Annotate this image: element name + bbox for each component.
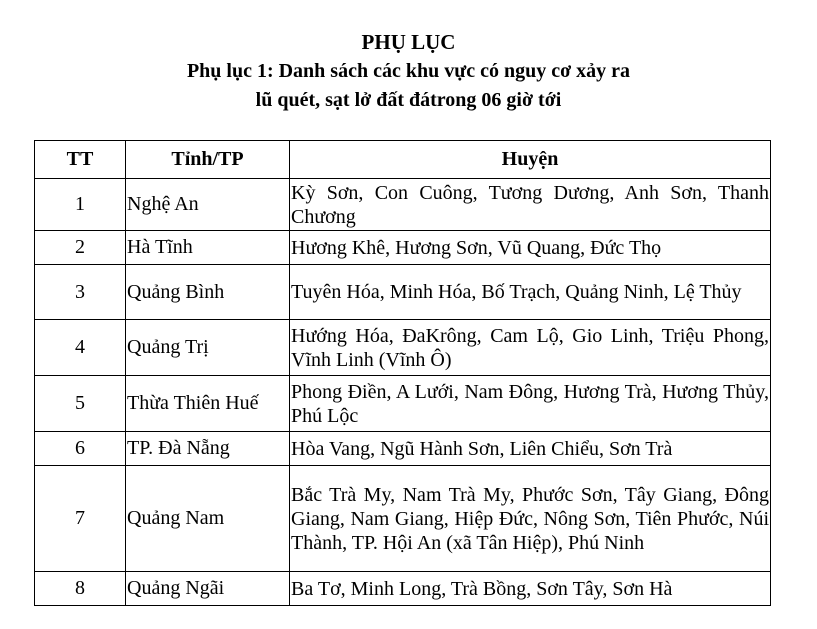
table-row [35, 179, 771, 231]
row-districts: Ba Tơ, Minh Long, Trà Bồng, Sơn Tây, Sơn Hà [290, 572, 771, 606]
table-row [35, 265, 771, 320]
table-row [35, 466, 771, 572]
header-row [35, 141, 771, 179]
row-districts: Kỳ Sơn, Con Cuông, Tương Dương, Anh Sơn, Thanh Chương [290, 179, 771, 231]
table-body [35, 179, 771, 606]
row-tt: 4 [35, 320, 126, 376]
row-province: Quảng Trị [126, 320, 290, 376]
table-header [35, 141, 771, 179]
table-row [35, 572, 771, 606]
row-province: Quảng Bình [126, 265, 290, 320]
header-district: Huyện [290, 141, 771, 179]
row-tt: 1 [35, 179, 126, 231]
header-tt: TT [35, 141, 126, 179]
row-tt: 7 [35, 466, 126, 572]
row-tt: 8 [35, 572, 126, 606]
row-province: TP. Đà Nẵng [126, 432, 290, 466]
row-districts: Tuyên Hóa, Minh Hóa, Bố Trạch, Quảng Ninh, Lệ Thủy [290, 265, 771, 320]
row-tt: 2 [35, 231, 126, 265]
table-row [35, 231, 771, 265]
row-districts: Hướng Hóa, ĐaKrông, Cam Lộ, Gio Linh, Triệu Phong, Vĩnh Linh (Vĩnh Ô) [290, 320, 771, 376]
row-districts: Phong Điền, A Lưới, Nam Đông, Hương Trà, Hương Thủy, Phú Lộc [290, 376, 771, 432]
header-province: Tỉnh/TP [126, 141, 290, 179]
document-title: PHỤ LỤC [361, 30, 456, 54]
risk-area-table [34, 140, 771, 606]
row-districts: Hòa Vang, Ngũ Hành Sơn, Liên Chiểu, Sơn Trà [290, 432, 771, 466]
row-province: Quảng Ngãi [126, 572, 290, 606]
row-tt: 6 [35, 432, 126, 466]
row-province: Quảng Nam [126, 466, 290, 572]
row-province: Thừa Thiên Huế [126, 376, 290, 432]
row-tt: 3 [35, 265, 126, 320]
row-districts: Hương Khê, Hương Sơn, Vũ Quang, Đức Thọ [290, 231, 771, 265]
row-tt: 5 [35, 376, 126, 432]
table-row [35, 376, 771, 432]
row-province: Hà Tĩnh [126, 231, 290, 265]
row-districts: Bắc Trà My, Nam Trà My, Phước Sơn, Tây Giang, Đông Giang, Nam Giang, Hiệp Đức, Nông Sơn, Tiên Phước, Núi Thành, TP. Hội An (xã Tân Hiệp), Phú Ninh [290, 466, 771, 572]
table-row [35, 432, 771, 466]
document-subtitle-line-1: Phụ lục 1: Danh sách các khu vực có nguy cơ xảy ra [186, 60, 631, 82]
document-subtitle-line-2: lũ quét, sạt lở đất đátrong 06 giờ tới [255, 89, 562, 111]
table-row [35, 320, 771, 376]
row-province: Nghệ An [126, 179, 290, 231]
